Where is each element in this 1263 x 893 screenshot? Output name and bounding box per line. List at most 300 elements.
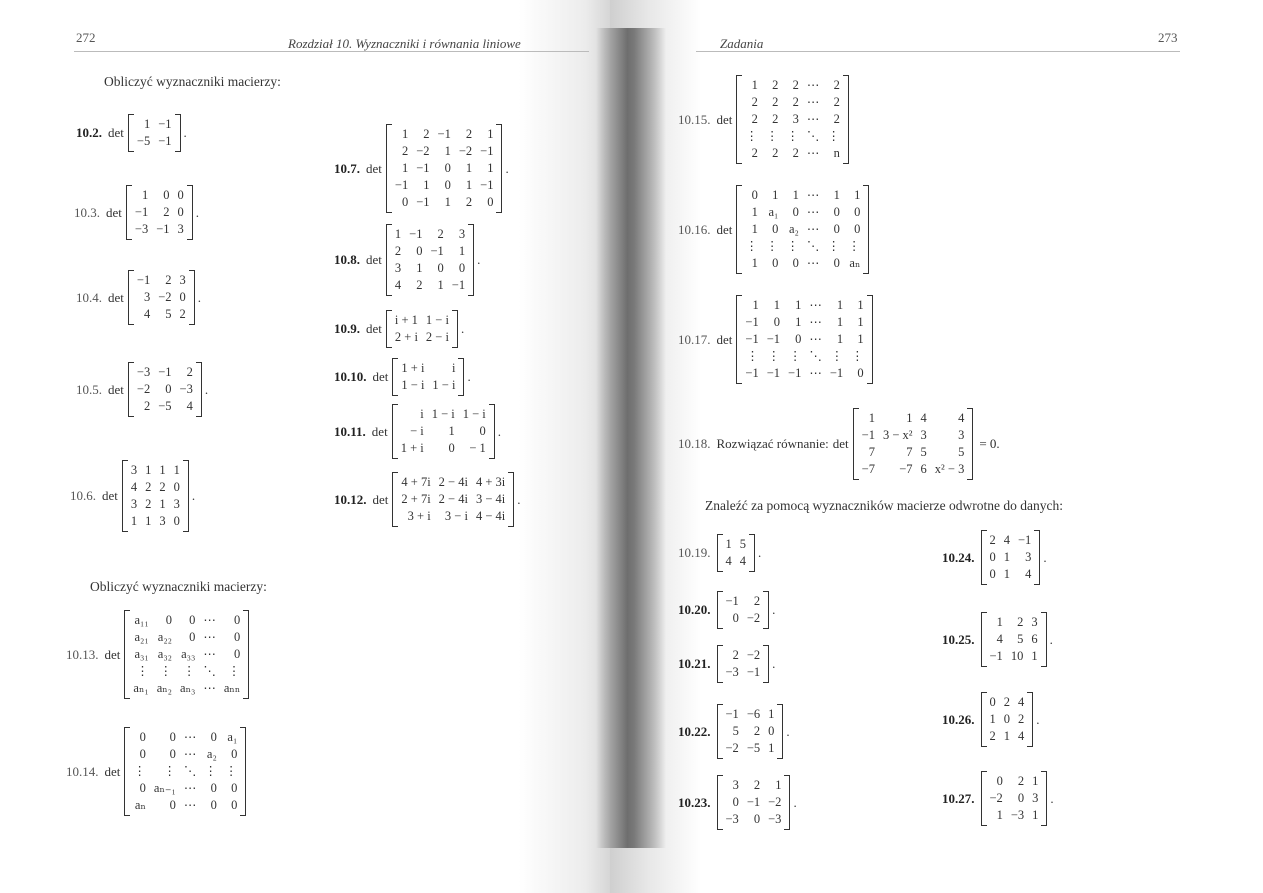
problem-item xyxy=(70,460,195,532)
matrix-row xyxy=(722,706,779,723)
problem-number: 10.25. xyxy=(942,631,975,647)
matrix-cell: 2 xyxy=(792,146,799,160)
matrix-cell: 2 xyxy=(772,146,779,160)
matrix-cell: 1 xyxy=(401,127,409,141)
matrix-cell: 1 xyxy=(751,78,758,92)
matrix-row xyxy=(391,277,469,294)
det-operator: det xyxy=(102,488,118,503)
det-operator: det xyxy=(108,381,124,397)
matrix-cell: ⋮ xyxy=(133,764,146,778)
det-operator: det xyxy=(366,160,382,176)
matrix-cell: ⋱ xyxy=(183,764,197,778)
matrix xyxy=(717,645,770,683)
matrix-cell: ⋮ xyxy=(224,764,238,778)
matrix-cell: 2 xyxy=(753,724,761,738)
matrix-cell: 1 xyxy=(465,178,473,192)
problem-tail-punctuation: . xyxy=(1049,631,1053,647)
matrix-cell: −1 xyxy=(1018,533,1032,547)
right-running-head: Zadania xyxy=(720,36,764,51)
matrix-cell: 0 xyxy=(444,161,451,175)
matrix-row xyxy=(133,398,197,415)
matrix-cell: 2 xyxy=(751,112,758,126)
matrix xyxy=(386,224,474,296)
matrix-cell: 0 xyxy=(189,630,196,644)
matrix-cell: 10 xyxy=(1010,649,1024,663)
matrix-cell: 1 + i xyxy=(401,361,425,375)
det-operator: det xyxy=(716,331,733,347)
matrix-cell: 4 xyxy=(920,411,927,425)
matrix-cell: 0 xyxy=(768,724,775,738)
matrix-cell: −2 xyxy=(136,382,151,396)
matrix-cell: 0 xyxy=(437,261,444,275)
problem-item xyxy=(334,358,471,396)
matrix xyxy=(386,310,458,348)
matrix-cell: 2 xyxy=(792,78,799,92)
matrix-row xyxy=(722,536,751,553)
matrix-cell: 1 xyxy=(1003,550,1010,564)
matrix-cell: 3 − i xyxy=(444,509,468,523)
matrix-cell: 1 xyxy=(394,227,402,241)
matrix-cell: ⋮ xyxy=(786,129,799,143)
problem-number: 10.18. xyxy=(678,436,711,451)
matrix xyxy=(736,75,849,164)
matrix-cell: 0 xyxy=(444,178,451,192)
matrix-cell: −1 xyxy=(158,117,172,131)
matrix-cell: 3 xyxy=(958,428,965,442)
matrix-cell: 0 xyxy=(163,188,170,202)
matrix xyxy=(128,270,195,325)
matrix-cell: 1 xyxy=(857,332,864,346)
problem-number: 10.21. xyxy=(678,656,711,671)
matrix-cell: ⋮ xyxy=(827,129,840,143)
problem-number: 10.16. xyxy=(678,221,711,237)
det-operator: det xyxy=(716,221,733,237)
matrix-cell: 0 xyxy=(479,424,486,438)
problem-tail-punctuation: . xyxy=(497,423,502,439)
matrix-cell: i xyxy=(451,361,456,375)
det-operator: det xyxy=(108,125,124,140)
matrix-cell: −2 xyxy=(158,290,172,304)
matrix-cell: 0 xyxy=(234,613,241,627)
matrix-row xyxy=(391,312,453,329)
matrix-cell: ⋮ xyxy=(136,664,149,678)
matrix-cell: a₂ xyxy=(788,222,799,236)
matrix-cell: 1 xyxy=(751,222,758,236)
problem-number: 10.17. xyxy=(678,331,711,347)
matrix-cell: −2 xyxy=(746,648,761,662)
det-operator: det xyxy=(372,369,389,384)
matrix-row xyxy=(127,513,184,530)
matrix-cell: 2 xyxy=(1017,615,1024,629)
matrix-cell: x² − 3 xyxy=(934,462,965,476)
matrix-cell: 2 xyxy=(423,127,430,141)
matrix-cell: −1 xyxy=(861,428,875,442)
problem-item xyxy=(942,612,1053,667)
matrix-cell: 4 xyxy=(1003,533,1010,547)
problem-tail-punctuation: . xyxy=(183,125,187,140)
matrix-row xyxy=(986,614,1042,631)
matrix-cell: 1 xyxy=(836,315,844,329)
matrix-cell: 4 xyxy=(186,399,193,413)
matrix-cell: −1 xyxy=(480,178,494,192)
matrix-row xyxy=(391,329,453,346)
matrix-row xyxy=(391,177,498,194)
matrix-cell: a₃₃ xyxy=(181,647,196,661)
matrix-cell: 2 xyxy=(833,78,840,92)
matrix-cell: n xyxy=(833,146,840,160)
matrix-cell: 1 xyxy=(906,411,913,425)
matrix-cell: 1 xyxy=(444,195,451,209)
matrix-row xyxy=(129,612,244,629)
matrix-row xyxy=(741,238,864,255)
matrix-cell: −1 xyxy=(989,649,1003,663)
matrix xyxy=(122,460,189,532)
matrix-row xyxy=(741,348,867,365)
problem-item xyxy=(76,270,201,325)
problem-number: 10.12. xyxy=(334,491,367,507)
matrix xyxy=(981,530,1041,585)
problem-tail-punctuation: . xyxy=(793,794,797,810)
matrix-row xyxy=(129,763,241,780)
matrix-cell: 5 xyxy=(1017,632,1024,646)
matrix-cell: 3 xyxy=(179,273,186,287)
matrix-cell: 1 xyxy=(751,205,758,219)
problem-number: 10.8. xyxy=(334,252,360,267)
det-operator: det xyxy=(366,321,382,336)
matrix-cell: −1 xyxy=(745,366,759,380)
matrix-cell: 1 xyxy=(130,514,138,528)
matrix-cell: 0 xyxy=(996,774,1003,788)
matrix-cell: ⋮ xyxy=(788,349,802,363)
matrix-row xyxy=(391,226,469,243)
matrix-row xyxy=(741,77,844,94)
matrix-cell: −2 xyxy=(725,741,739,755)
matrix-row xyxy=(722,723,779,740)
matrix-cell: aₙ xyxy=(134,798,146,812)
matrix-cell: 6 xyxy=(1031,632,1038,646)
matrix-cell: 0 xyxy=(989,567,996,581)
matrix-cell: 0 xyxy=(139,730,146,744)
instruction-1: Obliczyć wyznaczniki macierzy: xyxy=(104,74,281,89)
matrix-cell: −1 xyxy=(480,144,494,158)
matrix-cell: ⋱ xyxy=(806,239,820,253)
matrix-row xyxy=(722,811,786,828)
problem-number: 10.4. xyxy=(76,289,102,305)
matrix-row xyxy=(133,364,197,381)
matrix-cell: 2 + i xyxy=(394,330,418,344)
matrix-cell: 3 xyxy=(1032,791,1039,805)
matrix-row xyxy=(722,664,765,681)
matrix-cell: 4 + 3i xyxy=(475,475,506,489)
matrix-cell: a₁₁ xyxy=(134,613,149,627)
matrix xyxy=(717,591,770,629)
problem-number: 10.2. xyxy=(76,125,102,140)
matrix-cell: 4 xyxy=(1025,567,1032,581)
matrix-cell: 5 xyxy=(739,537,746,551)
matrix-cell: 1 xyxy=(836,332,844,346)
matrix-cell: 3 xyxy=(143,290,151,304)
matrix-cell: −1 xyxy=(156,222,170,236)
matrix-cell: ⋱ xyxy=(806,129,820,143)
matrix-cell: 1 xyxy=(768,707,775,721)
matrix-cell: 0 xyxy=(458,261,466,275)
matrix-cell: 0 xyxy=(487,195,494,209)
matrix-cell: 0 xyxy=(773,315,781,329)
matrix-cell: 0 xyxy=(833,256,840,270)
matrix-cell: 0 xyxy=(416,244,423,258)
matrix-cell: −1 xyxy=(746,795,761,809)
matrix-cell: 2 xyxy=(792,95,799,109)
det-operator: det xyxy=(372,491,389,507)
matrix-cell: 0 xyxy=(231,747,238,761)
matrix-cell: 1 − i xyxy=(462,407,486,421)
matrix-row xyxy=(397,360,459,377)
matrix-cell: a₃₁ xyxy=(134,647,149,661)
matrix-cell: 1 xyxy=(772,188,779,202)
matrix-cell: 1 xyxy=(768,741,775,755)
matrix-cell: 1 xyxy=(159,497,166,511)
matrix-cell: 0 xyxy=(753,812,761,826)
matrix xyxy=(717,775,791,830)
matrix-row xyxy=(986,807,1043,824)
problem-number: 10.23. xyxy=(678,794,711,810)
matrix-cell: 0 xyxy=(169,798,176,812)
matrix-cell: 2 xyxy=(753,594,761,608)
matrix-cell: 2 − i xyxy=(425,330,449,344)
matrix-row xyxy=(129,663,244,680)
matrix-cell: 2 xyxy=(732,648,739,662)
matrix-cell: a₂₁ xyxy=(134,630,149,644)
matrix-cell: 1 xyxy=(173,463,180,477)
problem-number: 10.13. xyxy=(66,646,99,662)
matrix-cell: 1 xyxy=(836,298,844,312)
matrix-cell: 0 xyxy=(989,550,996,564)
matrix-row xyxy=(129,680,244,697)
matrix-cell: 1 xyxy=(423,178,430,192)
matrix-cell: −1 xyxy=(788,366,802,380)
matrix-cell: 0 xyxy=(210,781,217,795)
matrix-cell: 1 − i xyxy=(432,378,456,392)
det-operator: det xyxy=(832,436,849,451)
matrix-cell: −2 xyxy=(989,791,1003,805)
matrix-cell: 1 xyxy=(996,615,1003,629)
instruction-2: Obliczyć wyznaczniki macierzy: xyxy=(90,579,267,594)
matrix-row xyxy=(741,365,867,382)
matrix-cell: 4 xyxy=(725,554,732,568)
matrix-cell: a₃₂ xyxy=(157,647,173,661)
matrix-cell: 1 xyxy=(775,778,782,792)
matrix-cell: 2 xyxy=(416,278,423,292)
matrix-row xyxy=(986,648,1042,665)
matrix-cell: ⋯ xyxy=(806,95,820,109)
matrix-cell: 4 xyxy=(996,632,1003,646)
matrix-row xyxy=(133,381,197,398)
det-operator: det xyxy=(366,252,382,267)
matrix-cell: 0 xyxy=(854,205,861,219)
problem-tail-punctuation: . xyxy=(191,488,196,503)
left-page-number: 272 xyxy=(76,30,96,45)
matrix-row xyxy=(722,647,765,664)
matrix-row xyxy=(127,496,184,513)
matrix-cell: 0 xyxy=(179,290,186,304)
problem-number: 10.22. xyxy=(678,723,711,739)
matrix-cell: ⋯ xyxy=(809,332,822,346)
matrix-cell: ⋯ xyxy=(806,112,820,126)
matrix-cell: 3 xyxy=(159,514,166,528)
matrix-cell: −3 xyxy=(179,382,193,396)
matrix-cell: 1 xyxy=(725,537,732,551)
matrix-cell: −7 xyxy=(861,462,875,476)
matrix-cell: 1 xyxy=(416,261,423,275)
matrix-cell: 1 xyxy=(795,315,802,329)
matrix-cell: a₁ xyxy=(227,730,238,744)
problem-tail-punctuation: . xyxy=(758,545,762,560)
problem-number: 10.24. xyxy=(942,549,975,565)
problem-number: 10.10. xyxy=(334,369,367,384)
matrix-cell: 2 xyxy=(753,778,761,792)
matrix-cell: −2 xyxy=(746,611,761,625)
matrix-cell: 4 xyxy=(143,307,151,321)
matrix-cell: 0 xyxy=(169,747,176,761)
matrix-row xyxy=(131,187,188,204)
matrix-cell: ⋯ xyxy=(183,781,197,795)
matrix-cell: −1 xyxy=(136,273,151,287)
matrix-cell: aₙ₁ xyxy=(133,681,149,695)
matrix-row xyxy=(131,204,188,221)
matrix-cell: ⋯ xyxy=(183,747,197,761)
matrix-cell: 1 xyxy=(792,188,799,202)
matrix xyxy=(392,358,464,396)
matrix-cell: 1 xyxy=(145,514,152,528)
matrix-cell: −6 xyxy=(746,707,761,721)
matrix-cell: 2 xyxy=(143,399,151,413)
matrix-cell: ⋯ xyxy=(203,681,216,695)
matrix-cell: ⋮ xyxy=(765,129,779,143)
matrix-cell: aₙ₂ xyxy=(156,681,173,695)
matrix-cell: 1 xyxy=(141,188,149,202)
matrix-cell: 2 xyxy=(772,112,779,126)
matrix xyxy=(124,610,249,699)
matrix-cell: 1 xyxy=(487,161,494,175)
matrix-cell: 0 xyxy=(857,366,864,380)
problem-item xyxy=(74,185,199,240)
problem-item xyxy=(334,472,520,527)
matrix-cell: 0 xyxy=(173,480,180,494)
problem-tail-punctuation: . xyxy=(786,723,790,739)
matrix-cell: −3 xyxy=(136,365,151,379)
matrix-row xyxy=(397,406,490,423)
matrix-row xyxy=(741,221,864,238)
matrix-cell: −1 xyxy=(437,127,451,141)
problem-item xyxy=(334,224,480,296)
matrix-cell: ⋱ xyxy=(809,349,822,363)
matrix-cell: aₙ₋₁ xyxy=(153,781,176,795)
matrix-cell: 2 xyxy=(163,205,170,219)
matrix xyxy=(128,114,181,152)
matrix-cell: −1 xyxy=(134,205,149,219)
matrix-cell: 3 xyxy=(1031,615,1038,629)
matrix xyxy=(717,534,756,572)
matrix-cell: 5 xyxy=(732,724,739,738)
matrix-cell: 4 xyxy=(958,411,965,425)
matrix-row xyxy=(741,204,864,221)
matrix-cell: a₁ xyxy=(768,205,779,219)
matrix-cell: ⋮ xyxy=(745,129,758,143)
matrix-cell: 7 xyxy=(868,445,875,459)
matrix-cell: 2 xyxy=(145,497,152,511)
matrix xyxy=(981,771,1048,826)
matrix-cell: 0 xyxy=(401,195,409,209)
matrix-cell: 0 xyxy=(989,695,996,709)
matrix-cell: 5 xyxy=(958,445,965,459)
matrix-cell: 0 xyxy=(231,798,238,812)
matrix-cell: ⋮ xyxy=(767,349,781,363)
matrix-row xyxy=(133,116,176,133)
matrix-row xyxy=(741,145,844,162)
matrix-cell: ⋮ xyxy=(746,349,759,363)
left-header-rule xyxy=(74,51,589,52)
matrix-cell: ⋮ xyxy=(851,349,864,363)
matrix-cell: 4 − 4i xyxy=(475,509,506,523)
matrix-cell: ⋮ xyxy=(204,764,217,778)
matrix-row xyxy=(127,462,184,479)
det-operator: det xyxy=(716,111,733,127)
matrix-cell: −1 xyxy=(430,244,444,258)
matrix xyxy=(124,727,246,816)
matrix-cell: 0 xyxy=(795,332,802,346)
matrix-row xyxy=(397,474,509,491)
matrix-row xyxy=(391,126,498,143)
matrix-cell: ⋮ xyxy=(227,664,241,678)
problem-item xyxy=(678,591,775,629)
matrix-cell: 0 xyxy=(234,647,241,661)
matrix-row xyxy=(397,440,490,457)
matrix-cell: 2 xyxy=(751,146,758,160)
matrix-cell: 0 xyxy=(169,730,176,744)
matrix-cell: 1 xyxy=(458,244,466,258)
matrix-cell: −1 xyxy=(725,594,739,608)
matrix-cell: ⋮ xyxy=(159,664,173,678)
matrix-row xyxy=(127,479,184,496)
matrix-cell: a₂₂ xyxy=(157,630,173,644)
matrix-cell: 2 xyxy=(465,195,473,209)
matrix-cell: −3 xyxy=(134,222,149,236)
matrix-cell: −1 xyxy=(409,227,423,241)
matrix-cell: ⋯ xyxy=(183,798,197,812)
matrix-cell: 0 xyxy=(792,205,799,219)
matrix-cell: 2 xyxy=(1018,712,1025,726)
matrix-row xyxy=(129,646,244,663)
matrix-cell: −3 xyxy=(768,812,782,826)
matrix-cell: 2 xyxy=(989,729,996,743)
problem-tail-punctuation: . xyxy=(195,204,200,220)
problem-number: 10.14. xyxy=(66,763,99,779)
equation-prefix: Rozwiązać równanie: xyxy=(716,436,829,451)
problem-number: 10.15. xyxy=(678,111,711,127)
problem-item xyxy=(678,704,790,759)
right-header-rule xyxy=(696,51,1180,52)
left-running-head: Rozdział 10. Wyznaczniki i równania liniowe xyxy=(288,36,521,51)
matrix-cell: 0 xyxy=(854,222,861,236)
matrix xyxy=(128,362,202,417)
matrix-cell: 2 xyxy=(159,480,166,494)
problem-item xyxy=(76,114,187,152)
matrix-cell: −1 xyxy=(766,366,781,380)
matrix-cell: −1 xyxy=(745,315,759,329)
matrix-cell: 0 xyxy=(165,382,172,396)
matrix-row xyxy=(986,532,1036,549)
problem-tail-punctuation: . xyxy=(197,289,202,305)
